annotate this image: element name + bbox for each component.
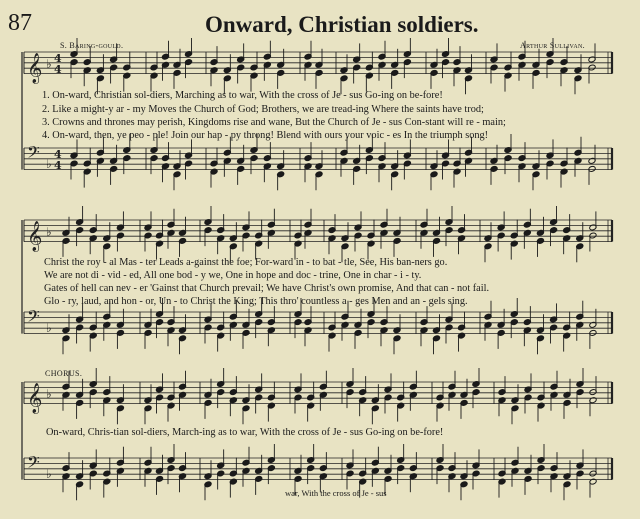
treble-clef-icon: 𝄞 [27, 221, 43, 252]
bass-clef-icon: 𝄢 [27, 142, 40, 166]
verse-2-line-1: 2. Like a might-y ar - my Moves the Church of God; Brothers, we are tread-ing Where the saints have trod; [42, 104, 484, 115]
time-signature: 4 [54, 159, 62, 172]
treble-clef-icon: 𝄞 [27, 383, 43, 414]
verse-3-line-1: 3. Crowns and thrones may perish, Kingdoms rise and wane, But the Church of Je - sus Con-stant will re - main; [42, 117, 506, 128]
verse-2-line-2: We are not di - vid - ed, All one bod - y we, One in hope and doc - trine, One in char - i - ty. [44, 270, 422, 281]
time-signature: 4 [54, 52, 62, 65]
bass-clef-icon: 𝄢 [27, 306, 40, 330]
time-signature: 4 [54, 63, 62, 76]
chorus-label: CHORUS. [45, 369, 83, 378]
verse-1-line-2: Christ the roy - al Mas - ter Leads a-gainst the foe; For-ward in - to bat - tle, See, His ban-ners go. [44, 257, 448, 268]
hymn-title: Onward, Christian soldiers. [205, 12, 479, 37]
verse-4-line-2: Glo - ry, laud, and hon - or, Un - to Christ the King; This thro' countless a - ges Men and an - gels sing. [44, 296, 468, 307]
bass-clef-icon: 𝄢 [27, 452, 40, 476]
flat-icon: ♭ [46, 57, 52, 71]
time-signature: 4 [54, 148, 62, 161]
flat-icon: ♭ [46, 387, 52, 401]
chorus-lyric: On-ward, Chris-tian sol-diers, March-ing as to war, With the cross of Je - sus Go-ing on be-fore! [46, 427, 444, 438]
composer-credit: Arthur Sullivan. [520, 41, 585, 50]
hymn-number: 87 [8, 10, 32, 36]
verse-1-line-1: 1. On-ward, Christian sol-diers, Marching as to war, With the cross of Je - sus Go-ing on be-fore! [42, 90, 443, 101]
chorus-inner-voice-words: war, With the cross of Je - sus [285, 488, 387, 498]
verse-4-line-1: 4. On-ward, then, ye peo - ple! Join our hap - py throng! Blend with ours your voic - es In the triumph song! [42, 130, 489, 141]
treble-clef-icon: 𝄞 [27, 53, 43, 84]
flat-icon: ♭ [46, 157, 52, 171]
flat-icon: ♭ [46, 321, 52, 335]
flat-icon: ♭ [46, 225, 52, 239]
lyricist-credit: S. Baring-gould. [60, 41, 124, 50]
flat-icon: ♭ [46, 467, 52, 481]
verse-3-line-2: Gates of hell can nev - er 'Gainst that Church prevail; We have Christ's own promise, And that can - not fail. [44, 283, 490, 294]
